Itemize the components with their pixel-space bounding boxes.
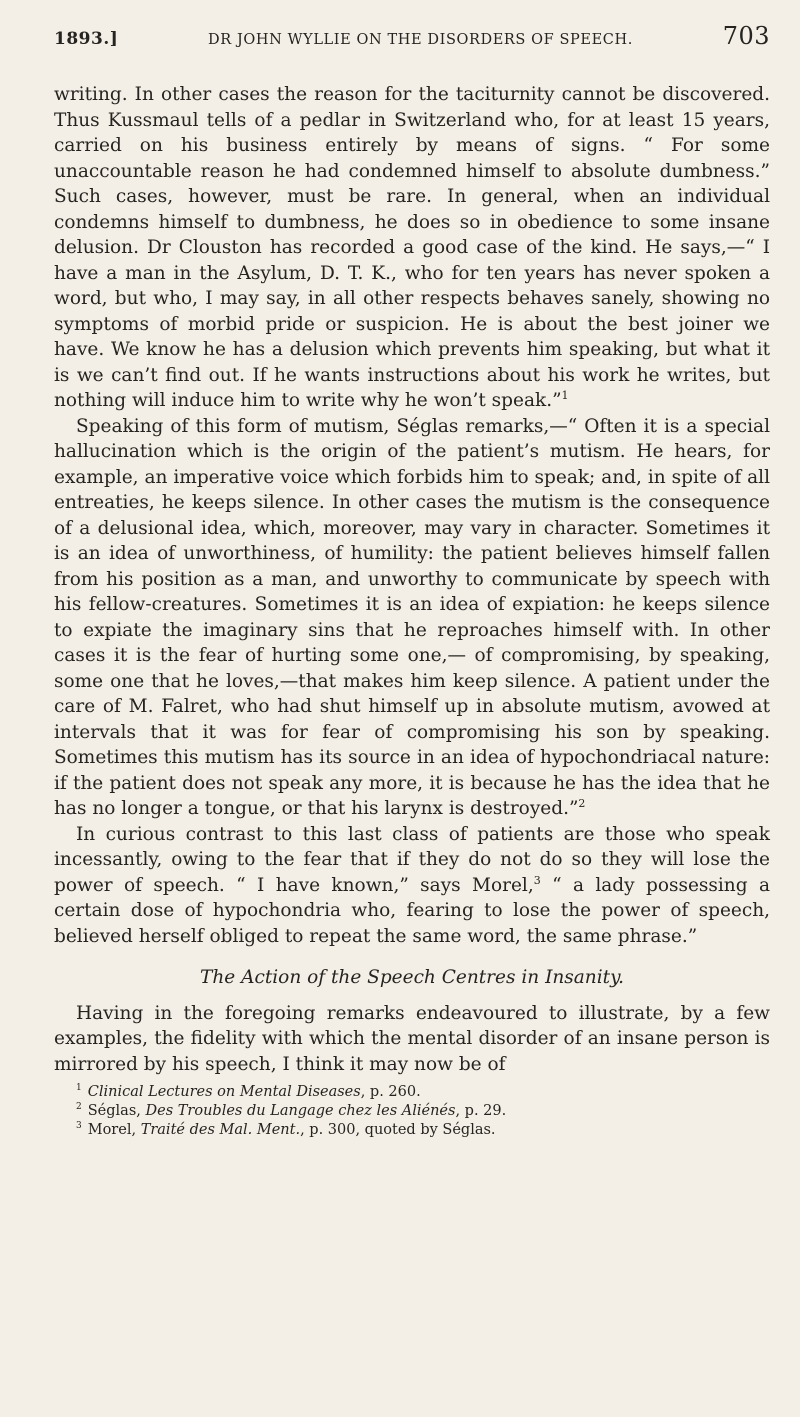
footnote-3-mark: 3	[76, 1121, 82, 1132]
body-text	[54, 82, 770, 1077]
footnote-3-rest: , p. 300, quoted by Séglas.	[300, 1122, 496, 1138]
footnotes	[54, 1083, 770, 1140]
footnote-1	[76, 1083, 770, 1102]
footnote-ref-2: 2	[578, 796, 586, 810]
footnote-3	[76, 1121, 770, 1140]
footnote-2-rest: , p. 29.	[455, 1103, 507, 1119]
footnote-2-title: Des Troubles du Langage chez les Aliénés	[145, 1103, 456, 1119]
footnote-1-rest: , p. 260.	[360, 1084, 421, 1100]
footnote-2	[76, 1102, 770, 1121]
paragraph-2	[54, 414, 770, 822]
paragraph-4-text: Having in the foregoing remarks endeavoured to illustrate, by a few examples, the fidelity with which the mental disorder of an insane person is mirrored by his speech, I think it may now be of	[54, 1002, 770, 1075]
footnote-1-mark: 1	[76, 1083, 82, 1094]
running-head-year: 1893.]	[54, 29, 119, 49]
footnote-1-title: Clinical Lectures on Mental Diseases	[87, 1084, 361, 1100]
footnote-ref-3: 3	[533, 873, 541, 887]
paragraph-2-text: Speaking of this form of mutism, Séglas remarks,—“ Often it is a special hallucination which is the origin of the patient’s mutism. He hears, for example, an imperative voice which forbids him to speak; and, in spite of all entreaties, he keeps silence. In other cases the mutism is the consequence of a delusional idea, which, moreover, may vary in character. Sometimes it is an idea of unworthiness, of humility: the patient believes himself fallen from his position as a man, and unworthy to communicate by speech with his fellow-creatures. Sometimes it is an idea of expiation: he keeps silence to expiate the imaginary sins that he reproaches himself with. In other cases it is the fear of hurting some one,— of compromising, by speaking, some one that he loves,—that makes him keep silence. A patient under the care of M. Falret, who had shut himself up in absolute mutism, avowed at intervals that it was for fear of compromising his son by speaking. Sometimes this mutism has its source in an idea of hypochondriacal nature: if the patient does not speak any more, it is because he has the idea that he has no longer a tongue, or that his larynx is destroyed.”	[54, 415, 770, 819]
paragraph-1	[54, 82, 770, 414]
paragraph-3-text-continued: “ a lady possessing a certain dose of hypochondria who, fearing to lose the power of speech, believed herself obliged to repeat the same word, the same phrase.”	[54, 874, 770, 947]
running-head-title: DR JOHN WYLLIE ON THE DISORDERS OF SPEECH.	[208, 32, 633, 48]
paragraph-4	[54, 1001, 770, 1078]
paragraph-3	[54, 822, 770, 950]
footnote-2-mark: 2	[76, 1102, 82, 1113]
footnote-ref-1: 1	[561, 388, 569, 402]
paragraph-1-text: writing. In other cases the reason for the taciturnity cannot be discovered. Thus Kussmaul tells of a pedlar in Switzerland who, for at least 15 years, carried on his business entirely by means of signs. “ For some unaccountable reason he had condemned himself to absolute dumbness.” Such cases, however, must be rare. In general, when an individual condemns himself to dumbness, he does so in obedience to some insane delusion. Dr Clouston has recorded a good case of the kind. He says,—“ I have a man in the Asylum, D. T. K., who for ten years has never spoken a word, but who, I may say, in all other respects behaves sanely, showing no symptoms of morbid pride or suspicion. He is about the best joiner we have. We know he has a delusion which prevents him speaking, but what it is we can’t find out. If he wants instructions about his work he writes, but nothing will induce him to write why he won’t speak.”	[54, 84, 770, 411]
section-heading: The Action of the Speech Centres in Insanity.	[200, 967, 624, 988]
page-number: 703	[722, 22, 770, 50]
page	[54, 22, 770, 1140]
footnote-2-lead: Séglas,	[87, 1103, 146, 1119]
footnote-3-title: Traité des Mal. Ment.	[140, 1122, 301, 1138]
footnote-3-lead: Morel,	[87, 1122, 141, 1138]
paragraph-3-text: In curious contrast to this last class of patients are those who speak incessantly, owing to the fear that if they do not do so they will lose the power of speech. “ I have known,” says Morel,	[54, 823, 770, 896]
running-head	[54, 22, 770, 62]
